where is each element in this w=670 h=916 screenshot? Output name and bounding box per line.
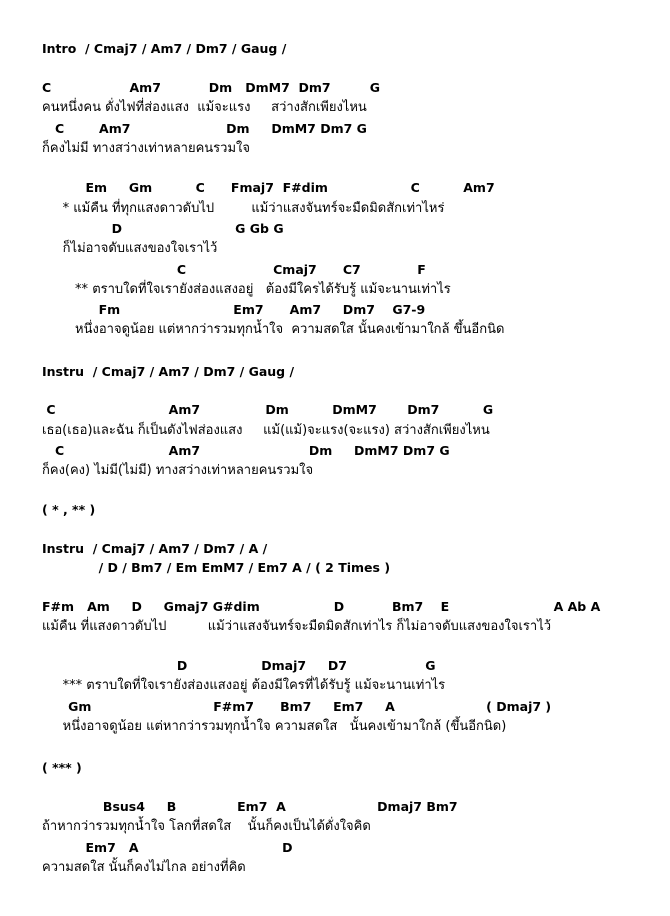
chord-line: Bsus4 B Em7 A Dmaj7 Bm7 <box>42 799 458 814</box>
lyric-line: ก็คงไม่มี ทางสว่างเท่าหลายคนรวมใจ <box>42 141 250 156</box>
repeat-marker: ( *** ) <box>42 760 82 775</box>
lyric-line: ก็คง(คง) ไม่มี(ไม่มี) ทางสว่างเท่าหลายคนรวมใจ <box>42 463 314 478</box>
lyric-line: * แม้คืน ที่ทุกแสงดาวดับไป แม้ว่าแสงจันทร์จะมืดมิดสักเท่าไหร่ <box>42 201 445 216</box>
instru-line: / D / Bm7 / Em EmM7 / Em7 A / ( 2 Times ) <box>42 560 391 575</box>
lyric-line: ** ตราบใดที่ใจเรายังส่องแสงอยู่ ต้องมีใครได้รับรู้ แม้จะนานเท่าไร <box>42 282 451 297</box>
chord-line: F#m Am D Gmaj7 G#dim D Bm7 E A Ab A <box>42 599 601 614</box>
lyric-line: เธอ(เธอ)และฉัน ก็เป็นดังไฟส่องแสง แม้(แม้)จะแรง(จะแรง) สว่างสักเพียงไหน <box>42 423 490 438</box>
lyric-line: แม้คืน ที่แสงดาวดับไป แม้ว่าแสงจันทร์จะมืดมิดสักเท่าไร ก็ไม่อาจดับแสงของใจเราไว้ <box>42 619 552 634</box>
chord-line: C Am7 Dm DmM7 Dm7 G <box>42 443 450 458</box>
instru-line: Instru / Cmaj7 / Am7 / Dm7 / A / <box>42 541 268 556</box>
chord-line: Em7 A D <box>42 840 293 855</box>
chord-line: C Cmaj7 C7 F <box>42 262 426 277</box>
chord-line: C Am7 Dm DmM7 Dm7 G <box>42 80 380 95</box>
chord-line: Fm Em7 Am7 Dm7 G7-9 <box>42 302 426 317</box>
repeat-marker: ( * , ** ) <box>42 502 96 517</box>
lyric-line: ความสดใส นั้นก็คงไม่ไกล อย่างที่คิด <box>42 860 246 875</box>
lyric-line: หนึ่งอาจดูน้อย แต่หากว่ารวมทุกน้ำใจ ความสดใส นั้นคงเข้ามาใกล้ ขึ้นอีกนิด <box>42 322 505 337</box>
chord-line: C Am7 Dm DmM7 Dm7 G <box>42 402 494 417</box>
chord-line: Gm F#m7 Bm7 Em7 A ( Dmaj7 ) <box>42 699 552 714</box>
chord-line: D G Gb G <box>42 221 284 236</box>
chord-line: C Am7 Dm DmM7 Dm7 G <box>42 121 367 136</box>
lyric-line: ถ้าหากว่ารวมทุกน้ำใจ โลกที่สดใส นั้นก็คงเป็นได้ดั่งใจคิด <box>42 819 371 834</box>
intro-line: Intro / Cmaj7 / Am7 / Dm7 / Gaug / <box>42 41 287 56</box>
lyric-line: หนึ่งอาจดูน้อย แต่หากว่ารวมทุกน้ำใจ ความสดใส นั้นคงเข้ามาใกล้ (ขึ้นอีกนิด) <box>42 719 507 734</box>
chord-line: Em Gm C Fmaj7 F#dim C Am7 <box>42 180 495 195</box>
lyric-line: *** ตราบใดที่ใจเรายังส่องแสงอยู่ ต้องมีใครที่ได้รับรู้ แม้จะนานเท่าไร <box>42 678 446 693</box>
chord-line: D Dmaj7 D7 G <box>42 658 436 673</box>
lyric-line: คนหนึ่งคน ดั่งไฟที่ส่องแสง แม้จะแรง สว่างสักเพียงไหน <box>42 100 367 115</box>
instru-line: Instru / Cmaj7 / Am7 / Dm7 / Gaug / <box>42 364 295 379</box>
lyric-line: ก็ไม่อาจดับแสงของใจเราไว้ <box>42 241 218 256</box>
